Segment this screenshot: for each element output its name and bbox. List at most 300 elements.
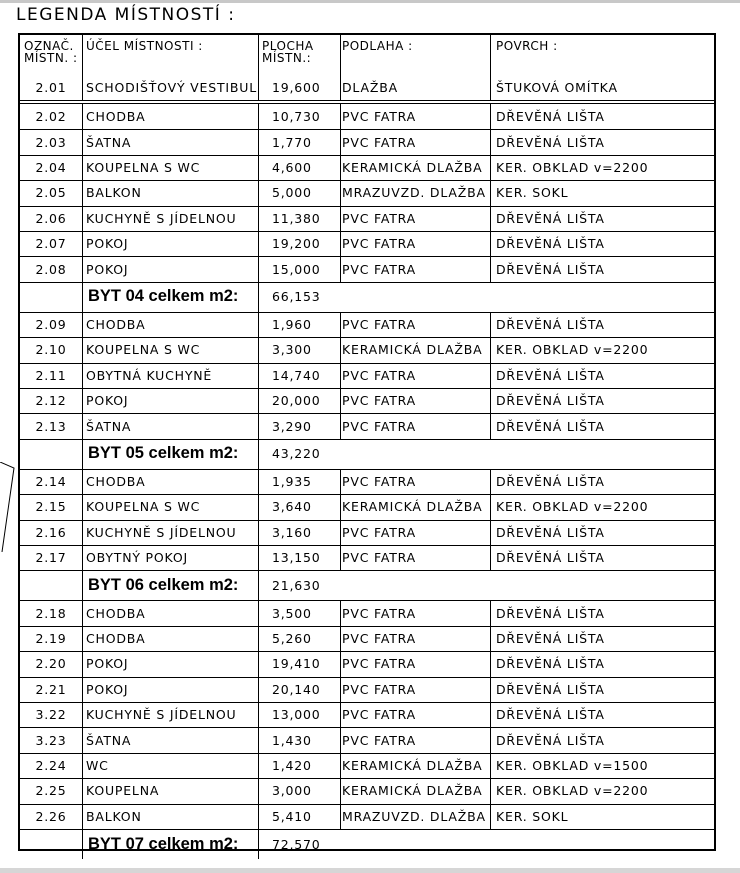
room-surface: DŘEVĚNÁ LIŠTA <box>496 630 605 646</box>
column-divider <box>82 337 83 362</box>
room-use: OBYTNÝ POKOJ <box>86 550 188 566</box>
column-divider <box>490 388 491 413</box>
column-divider <box>258 231 259 256</box>
room-floor: PVC FATRA <box>342 473 416 489</box>
column-divider <box>340 180 341 205</box>
column-divider <box>82 520 83 545</box>
column-divider <box>490 256 491 281</box>
column-divider <box>258 388 259 413</box>
apartment-total-value: 21,630 <box>272 577 321 593</box>
column-divider <box>340 727 341 752</box>
room-use: CHODBA <box>86 316 146 332</box>
column-divider <box>490 702 491 727</box>
column-divider <box>490 677 491 702</box>
header-room-number <box>20 35 82 73</box>
column-divider <box>490 413 491 438</box>
column-divider <box>82 677 83 702</box>
column-divider <box>340 753 341 778</box>
room-surface: DŘEVĚNÁ LIŠTA <box>496 210 605 226</box>
room-use: SCHODIŠŤOVÝ VESTIBUL <box>86 79 257 95</box>
room-number: 2.17 <box>35 550 67 566</box>
bottom-edge-line <box>0 868 740 873</box>
column-divider <box>340 413 341 438</box>
room-surface: DŘEVĚNÁ LIŠTA <box>496 605 605 621</box>
room-surface: DŘEVĚNÁ LIŠTA <box>496 316 605 332</box>
room-number: 2.26 <box>35 808 67 824</box>
table-row <box>20 337 714 362</box>
room-use: POKOJ <box>86 681 129 697</box>
column-divider <box>490 155 491 180</box>
room-floor: PVC FATRA <box>342 109 416 125</box>
room-floor: KERAMICKÁ DLAŽBA <box>342 342 483 358</box>
room-number: 2.15 <box>35 499 67 515</box>
room-floor: PVC FATRA <box>342 210 416 226</box>
room-area: 1,420 <box>272 757 312 773</box>
table-row <box>20 129 714 154</box>
column-divider <box>490 626 491 651</box>
column-divider <box>340 312 341 337</box>
room-surface: KER. OBKLAD v=2200 <box>496 342 649 358</box>
table-row <box>20 363 714 388</box>
room-floor: KERAMICKÁ DLAŽBA <box>342 783 483 799</box>
room-floor: PVC FATRA <box>342 656 416 672</box>
column-divider <box>340 626 341 651</box>
column-divider <box>490 727 491 752</box>
column-divider <box>490 494 491 519</box>
room-surface: DŘEVĚNÁ LIŠTA <box>496 656 605 672</box>
column-divider <box>258 570 259 600</box>
column-divider <box>490 600 491 625</box>
column-divider <box>258 282 259 312</box>
column-divider <box>258 727 259 752</box>
column-divider <box>490 337 491 362</box>
room-surface: DŘEVĚNÁ LIŠTA <box>496 134 605 150</box>
column-divider <box>82 231 83 256</box>
room-area: 19,410 <box>272 656 321 672</box>
column-divider <box>258 600 259 625</box>
column-divider <box>490 469 491 494</box>
column-divider <box>490 180 491 205</box>
room-surface: KER. OBKLAD v=2200 <box>496 159 649 175</box>
room-use: POKOJ <box>86 656 129 672</box>
room-number: 2.12 <box>35 393 67 409</box>
room-area: 10,730 <box>272 109 321 125</box>
column-divider <box>340 256 341 281</box>
room-floor: PVC FATRA <box>342 393 416 409</box>
apartment-total-label: BYT 05 celkem m2: <box>88 444 239 463</box>
column-divider <box>82 282 83 312</box>
column-divider <box>490 35 491 73</box>
column-divider <box>490 312 491 337</box>
column-divider <box>258 545 259 570</box>
room-number: 2.07 <box>35 236 67 252</box>
column-divider <box>258 206 259 231</box>
column-divider <box>340 494 341 519</box>
apartment-total-row <box>20 282 714 312</box>
room-number: 2.19 <box>35 630 67 646</box>
column-divider <box>82 804 83 829</box>
room-area: 13,000 <box>272 707 321 723</box>
room-number: 2.14 <box>35 473 67 489</box>
room-area: 4,600 <box>272 159 312 175</box>
column-divider <box>340 388 341 413</box>
column-divider <box>82 312 83 337</box>
room-use: KOUPELNA S WC <box>86 342 201 358</box>
column-divider <box>490 104 491 129</box>
column-divider <box>258 180 259 205</box>
table-row <box>20 180 714 205</box>
room-number: 2.20 <box>35 656 67 672</box>
room-area: 1,430 <box>272 732 312 748</box>
column-divider <box>340 231 341 256</box>
apartment-total-row <box>20 439 714 469</box>
room-surface: KER. SOKL <box>496 185 569 201</box>
room-use: POKOJ <box>86 236 129 252</box>
room-use: CHODBA <box>86 630 146 646</box>
room-area: 14,740 <box>272 367 321 383</box>
room-use: WC <box>86 757 109 773</box>
column-divider <box>258 829 259 859</box>
room-use: BALKON <box>86 808 142 824</box>
column-divider <box>490 520 491 545</box>
apartment-total-row <box>20 829 714 859</box>
room-floor: MRAZUVZD. DLAŽBA <box>342 185 486 201</box>
column-divider <box>340 129 341 154</box>
column-divider <box>258 337 259 362</box>
room-area: 20,000 <box>272 393 321 409</box>
column-divider <box>258 778 259 803</box>
room-floor: PVC FATRA <box>342 524 416 540</box>
room-number: 2.08 <box>35 261 67 277</box>
column-divider <box>258 312 259 337</box>
room-number: 2.21 <box>35 681 67 697</box>
column-divider <box>82 363 83 388</box>
room-area: 20,140 <box>272 681 321 697</box>
room-floor: PVC FATRA <box>342 236 416 252</box>
column-divider <box>82 651 83 676</box>
room-number: 3.23 <box>35 732 67 748</box>
room-number: 2.16 <box>35 524 67 540</box>
room-number: 2.05 <box>35 185 67 201</box>
room-floor: PVC FATRA <box>342 681 416 697</box>
column-divider <box>258 104 259 129</box>
column-divider <box>258 35 259 73</box>
room-area: 3,640 <box>272 499 312 515</box>
column-divider <box>490 651 491 676</box>
table-row <box>20 312 714 337</box>
room-area: 3,300 <box>272 342 312 358</box>
column-divider <box>340 35 341 73</box>
room-floor: PVC FATRA <box>342 316 416 332</box>
room-use: KUCHYNĚ S JÍDELNOU <box>86 210 237 226</box>
table-row <box>20 231 714 256</box>
room-legend-table <box>18 33 716 851</box>
column-divider <box>490 778 491 803</box>
column-divider <box>258 702 259 727</box>
column-divider <box>258 413 259 438</box>
room-surface: DŘEVĚNÁ LIŠTA <box>496 473 605 489</box>
column-divider <box>340 651 341 676</box>
room-number: 2.24 <box>35 757 67 773</box>
room-surface: DŘEVĚNÁ LIŠTA <box>496 393 605 409</box>
room-number: 2.18 <box>35 605 67 621</box>
room-area: 19,600 <box>272 79 321 95</box>
room-area: 13,150 <box>272 550 321 566</box>
room-floor: PVC FATRA <box>342 134 416 150</box>
table-row <box>20 520 714 545</box>
room-area: 1,770 <box>272 134 312 150</box>
column-divider <box>258 804 259 829</box>
room-surface: DŘEVĚNÁ LIŠTA <box>496 550 605 566</box>
row-divider <box>20 100 714 101</box>
apartment-total-value: 43,220 <box>272 446 321 462</box>
header-room-number-line2: MÍSTN. : <box>24 51 78 65</box>
room-floor: PVC FATRA <box>342 707 416 723</box>
room-floor: KERAMICKÁ DLAŽBA <box>342 757 483 773</box>
column-divider <box>258 520 259 545</box>
column-divider <box>340 520 341 545</box>
apartment-total-value: 66,153 <box>272 289 321 305</box>
room-surface: KER. SOKL <box>496 808 569 824</box>
column-divider <box>258 73 259 101</box>
column-divider <box>82 727 83 752</box>
room-use: ŠATNA <box>86 134 132 150</box>
room-surface: DŘEVĚNÁ LIŠTA <box>496 524 605 540</box>
header-surface: POVRCH : <box>496 39 558 53</box>
room-area: 1,960 <box>272 316 312 332</box>
header-floor: PODLAHA : <box>342 39 413 53</box>
apartment-total-row <box>20 570 714 600</box>
apartment-total-value: 72,570 <box>272 836 321 852</box>
room-area: 3,500 <box>272 605 312 621</box>
column-divider <box>258 363 259 388</box>
room-use: ŠATNA <box>86 732 132 748</box>
column-divider <box>82 753 83 778</box>
column-divider <box>258 155 259 180</box>
column-divider <box>82 206 83 231</box>
room-use: CHODBA <box>86 109 146 125</box>
table-row <box>20 702 714 727</box>
column-divider <box>82 104 83 129</box>
column-divider <box>258 753 259 778</box>
table-row <box>20 73 714 101</box>
room-surface: KER. OBKLAD v=2200 <box>496 783 649 799</box>
table-row <box>20 494 714 519</box>
column-divider <box>82 702 83 727</box>
column-divider <box>82 180 83 205</box>
table-row <box>20 388 714 413</box>
header-area-line1: PLOCHA <box>262 39 314 53</box>
header-area-line2: MÍSTN.: <box>262 51 312 65</box>
room-number: 2.13 <box>35 418 67 434</box>
table-row <box>20 155 714 180</box>
table-header-row <box>20 35 714 73</box>
table-row <box>20 677 714 702</box>
column-divider <box>490 804 491 829</box>
column-divider <box>340 104 341 129</box>
room-surface: DŘEVĚNÁ LIŠTA <box>496 109 605 125</box>
column-divider <box>340 363 341 388</box>
room-surface: ŠTUKOVÁ OMÍTKA <box>496 79 618 95</box>
column-divider <box>82 256 83 281</box>
table-row <box>20 753 714 778</box>
room-surface: KER. OBKLAD v=1500 <box>496 757 649 773</box>
room-area: 15,000 <box>272 261 321 277</box>
top-edge-line <box>0 0 740 3</box>
room-use: KUCHYNĚ S JÍDELNOU <box>86 707 237 723</box>
room-floor: KERAMICKÁ DLAŽBA <box>342 499 483 515</box>
room-number: 2.06 <box>35 210 67 226</box>
room-surface: DŘEVĚNÁ LIŠTA <box>496 418 605 434</box>
column-divider <box>340 337 341 362</box>
column-divider <box>490 363 491 388</box>
room-floor: PVC FATRA <box>342 550 416 566</box>
room-floor: DLAŽBA <box>342 79 398 95</box>
legend-title: LEGENDA MÍSTNOSTÍ : <box>16 5 236 25</box>
room-floor: MRAZUVZD. DLAŽBA <box>342 808 486 824</box>
header-room-number-line1: OZNAČ. <box>24 39 74 53</box>
column-divider <box>82 73 83 101</box>
column-divider <box>340 804 341 829</box>
room-floor: PVC FATRA <box>342 605 416 621</box>
table-row <box>20 778 714 803</box>
column-divider <box>340 677 341 702</box>
column-divider <box>82 388 83 413</box>
column-divider <box>82 413 83 438</box>
column-divider <box>82 778 83 803</box>
room-use: ŠATNA <box>86 418 132 434</box>
room-number: 3.22 <box>35 707 67 723</box>
room-use: KOUPELNA S WC <box>86 499 201 515</box>
column-divider <box>258 651 259 676</box>
room-number: 2.09 <box>35 316 67 332</box>
table-row <box>20 256 714 281</box>
column-divider <box>258 129 259 154</box>
room-area: 5,410 <box>272 808 312 824</box>
column-divider <box>340 469 341 494</box>
column-divider <box>340 206 341 231</box>
room-use: BALKON <box>86 185 142 201</box>
column-divider <box>490 206 491 231</box>
apartment-total-label: BYT 06 celkem m2: <box>88 575 239 594</box>
table-row <box>20 104 714 129</box>
header-room-use: ÚČEL MÍSTNOSTI : <box>86 39 203 53</box>
room-use: KOUPELNA <box>86 783 160 799</box>
table-row <box>20 469 714 494</box>
apartment-total-label: BYT 04 celkem m2: <box>88 287 239 306</box>
column-divider <box>490 129 491 154</box>
column-divider <box>490 73 491 101</box>
room-area: 5,260 <box>272 630 312 646</box>
room-number: 2.02 <box>35 109 67 125</box>
room-use: CHODBA <box>86 605 146 621</box>
column-divider <box>82 626 83 651</box>
column-divider <box>340 155 341 180</box>
room-floor: PVC FATRA <box>342 732 416 748</box>
column-divider <box>82 469 83 494</box>
header-area <box>262 35 342 73</box>
room-surface: DŘEVĚNÁ LIŠTA <box>496 707 605 723</box>
table-row <box>20 413 714 438</box>
table-row <box>20 545 714 570</box>
room-number: 2.04 <box>35 159 67 175</box>
column-divider <box>490 753 491 778</box>
column-divider <box>82 155 83 180</box>
column-divider <box>258 469 259 494</box>
room-floor: PVC FATRA <box>342 261 416 277</box>
column-divider <box>258 439 259 469</box>
room-area: 1,935 <box>272 473 312 489</box>
room-floor: PVC FATRA <box>342 630 416 646</box>
room-surface: DŘEVĚNÁ LIŠTA <box>496 681 605 697</box>
table-row <box>20 651 714 676</box>
room-use: KOUPELNA S WC <box>86 159 201 175</box>
room-number: 2.10 <box>35 342 67 358</box>
room-area: 3,290 <box>272 418 312 434</box>
column-divider <box>258 494 259 519</box>
column-divider <box>490 545 491 570</box>
table-row <box>20 804 714 829</box>
column-divider <box>340 778 341 803</box>
room-surface: DŘEVĚNÁ LIŠTA <box>496 236 605 252</box>
column-divider <box>82 494 83 519</box>
leader-line <box>0 462 16 552</box>
column-divider <box>82 129 83 154</box>
room-number: 2.11 <box>35 367 67 383</box>
room-use: POKOJ <box>86 261 129 277</box>
column-divider <box>258 626 259 651</box>
room-use: CHODBA <box>86 473 146 489</box>
column-divider <box>340 73 341 101</box>
apartment-total-label: BYT 07 celkem m2: <box>88 834 239 853</box>
column-divider <box>82 829 83 859</box>
room-use: KUCHYNĚ S JÍDELNOU <box>86 524 237 540</box>
room-area: 3,160 <box>272 524 312 540</box>
room-surface: DŘEVĚNÁ LIŠTA <box>496 261 605 277</box>
column-divider <box>340 545 341 570</box>
column-divider <box>258 677 259 702</box>
room-number: 2.01 <box>35 79 67 95</box>
room-area: 5,000 <box>272 185 312 201</box>
table-row <box>20 626 714 651</box>
room-number: 2.25 <box>35 783 67 799</box>
column-divider <box>82 439 83 469</box>
column-divider <box>340 702 341 727</box>
room-area: 19,200 <box>272 236 321 252</box>
column-divider <box>340 600 341 625</box>
room-use: OBYTNÁ KUCHYNĚ <box>86 367 213 383</box>
room-surface: KER. OBKLAD v=2200 <box>496 499 649 515</box>
room-floor: PVC FATRA <box>342 367 416 383</box>
room-number: 2.03 <box>35 134 67 150</box>
room-surface: DŘEVĚNÁ LIŠTA <box>496 732 605 748</box>
column-divider <box>82 545 83 570</box>
column-divider <box>82 570 83 600</box>
room-surface: DŘEVĚNÁ LIŠTA <box>496 367 605 383</box>
room-area: 11,380 <box>272 210 321 226</box>
room-area: 3,000 <box>272 783 312 799</box>
room-use: POKOJ <box>86 393 129 409</box>
table-row <box>20 206 714 231</box>
room-floor: PVC FATRA <box>342 418 416 434</box>
table-row <box>20 727 714 752</box>
column-divider <box>82 600 83 625</box>
table-row <box>20 600 714 625</box>
column-divider <box>490 231 491 256</box>
room-floor: KERAMICKÁ DLAŽBA <box>342 159 483 175</box>
column-divider <box>82 35 83 73</box>
column-divider <box>258 256 259 281</box>
